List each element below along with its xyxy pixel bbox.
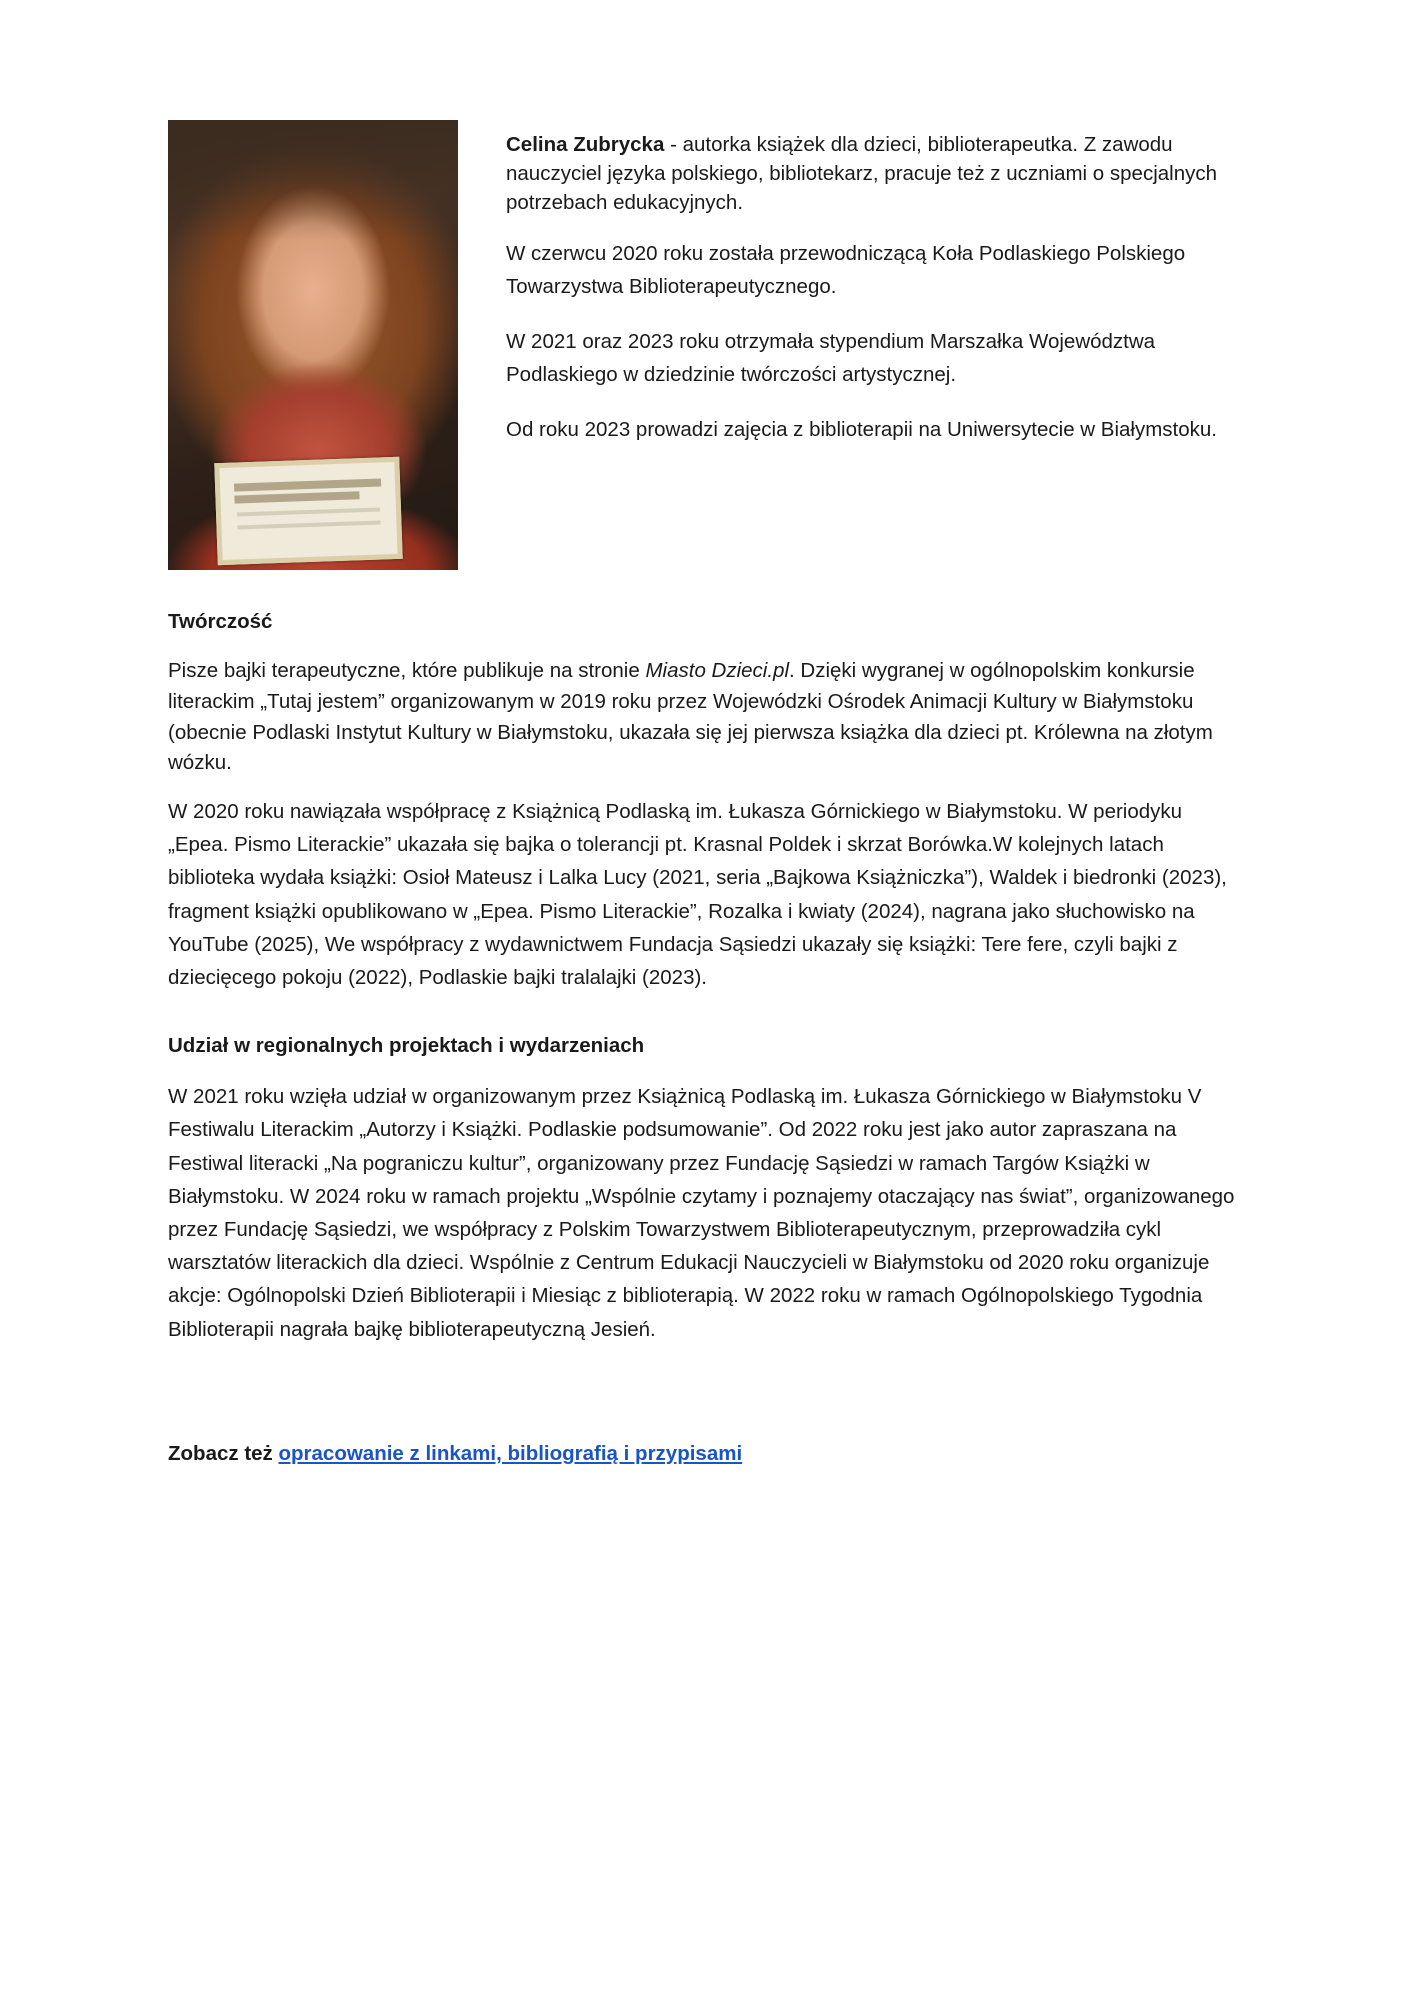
book-cover-subtitle-line — [234, 491, 359, 503]
intro-paragraph-1-rest: - autorka książek dla dzieci, biblioterapeutka. Z zawodu nauczyciel języka polskiego, bibliotekarz, pracuje też z uczniami o specjalnych potrzebach edukacyjnych. — [506, 133, 1218, 215]
paragraph-udzial-1: W 2021 roku wzięła udział w organizowanym przez Książnicą Podlaską im. Łukasza Górnickiego w Białymstoku V Festiwalu Literackim „Autorzy i Książki. Podlaskie podsumowanie”. Od 2022 roku jest jako autor zapraszana na Festiwal literacki „Na pograniczu kultur”, organizowany przez Fundację Sąsiedzi w ramach Targów Książki w Białymstoku. W 2024 roku w ramach projektu „Wspólnie czytamy i poznajemy otaczający nas świat”, organizowanego przez Fundację Sąsiedzi, we współpracy z Polskim Towarzystwem Biblioterapeutycznym, przeprowadziła cykl warsztatów literackich dla dzieci. Wspólnie z Centrum Edukacji Nauczycieli w Białymstoku od 2020 roku organizuje akcje: Ogólnopolski Dzień Biblioterapii i Miesiąc z biblioterapią. W 2022 roku w ramach Ogólnopolskiego Tygodnia Biblioterapii nagrała bajkę biblioterapeutyczną Jesień. — [168, 1085, 1235, 1341]
intro-paragraph-2: W czerwcu 2020 roku została przewodniczącą Koła Podlaskiego Polskiego Towarzystwa Biblioterapeutycznego. — [506, 242, 1186, 299]
book-cover-text-line — [237, 508, 380, 517]
publication-name: Miasto Dzieci.pl — [645, 659, 790, 682]
book-cover-title-line — [234, 478, 381, 491]
author-portrait-image — [168, 120, 458, 570]
see-also-line — [168, 1442, 1244, 1466]
paragraph-prefix: Pisze bajki terapeutyczne, które publikuje na stronie — [168, 659, 646, 682]
photo-background-blur — [168, 120, 458, 240]
intro-paragraph-3: W 2021 oraz 2023 roku otrzymała stypendium Marszałka Województwa Podlaskiego w dziedzinie twórczości artystycznej. — [506, 329, 1156, 386]
intro-paragraph-1 — [506, 130, 1244, 217]
intro-paragraph-4: Od roku 2023 prowadzi zajęcia z biblioterapii na Uniwersytecie w Białymstoku. — [506, 417, 1217, 441]
paragraph-tworczosc-1 — [168, 656, 1244, 779]
paragraph-tworczosc-2: W 2020 roku nawiązała współpracę z Książnicą Podlaską im. Łukasza Górnickiego w Białymstoku. W periodyku „Epea. Pismo Literackie” ukazała się bajka o tolerancji pt. Krasnal Poldek i skrzat Borówka.W kolejnych latach biblioteka wydała książki: Osioł Mateusz i Lalka Lucy (2021, seria „Bajkowa Książniczka”), Waldek i biedronki (2023), fragment książki opublikowano w „Epea. Pismo Literackie”, Rozalka i kwiaty (2024), nagrana jako słuchowisko na YouTube (2025), We współpracy z wydawnictwem Fundacja Sąsiedzi ukazały się książki: Tere fere, czyli bajki z dziecięcego pokoju (2022), Podlaskie bajki tralalajki (2023). — [168, 800, 1227, 990]
author-name: Celina Zubrycka — [506, 133, 665, 156]
book-cover-text-line — [237, 520, 380, 529]
section-heading-tworczosc: Twórczość — [168, 610, 273, 633]
see-also-link[interactable]: opracowanie z linkami, bibliografią i przypisami — [278, 1441, 743, 1465]
author-header-block — [168, 120, 1244, 570]
paragraph-suffix: . Dzięki wygranej w ogólnopolskim konkursie literackim „Tutaj jestem” organizowanym w 2019 roku przez Wojewódzki Ośrodek Animacji Kultury w Białymstoku (obecnie Podlaski Instytut Kultury w Białymstoku, ukazała się jej pierwsza książka dla dzieci pt. Królewna na złotym wózku. — [168, 659, 1213, 775]
author-intro-text — [506, 120, 1244, 468]
book-cover-frame — [214, 457, 402, 565]
section-heading-udzial: Udział w regionalnych projektach i wydarzeniach — [168, 1034, 645, 1058]
see-also-label: Zobacz też — [168, 1441, 279, 1465]
author-photo-container — [168, 120, 458, 570]
